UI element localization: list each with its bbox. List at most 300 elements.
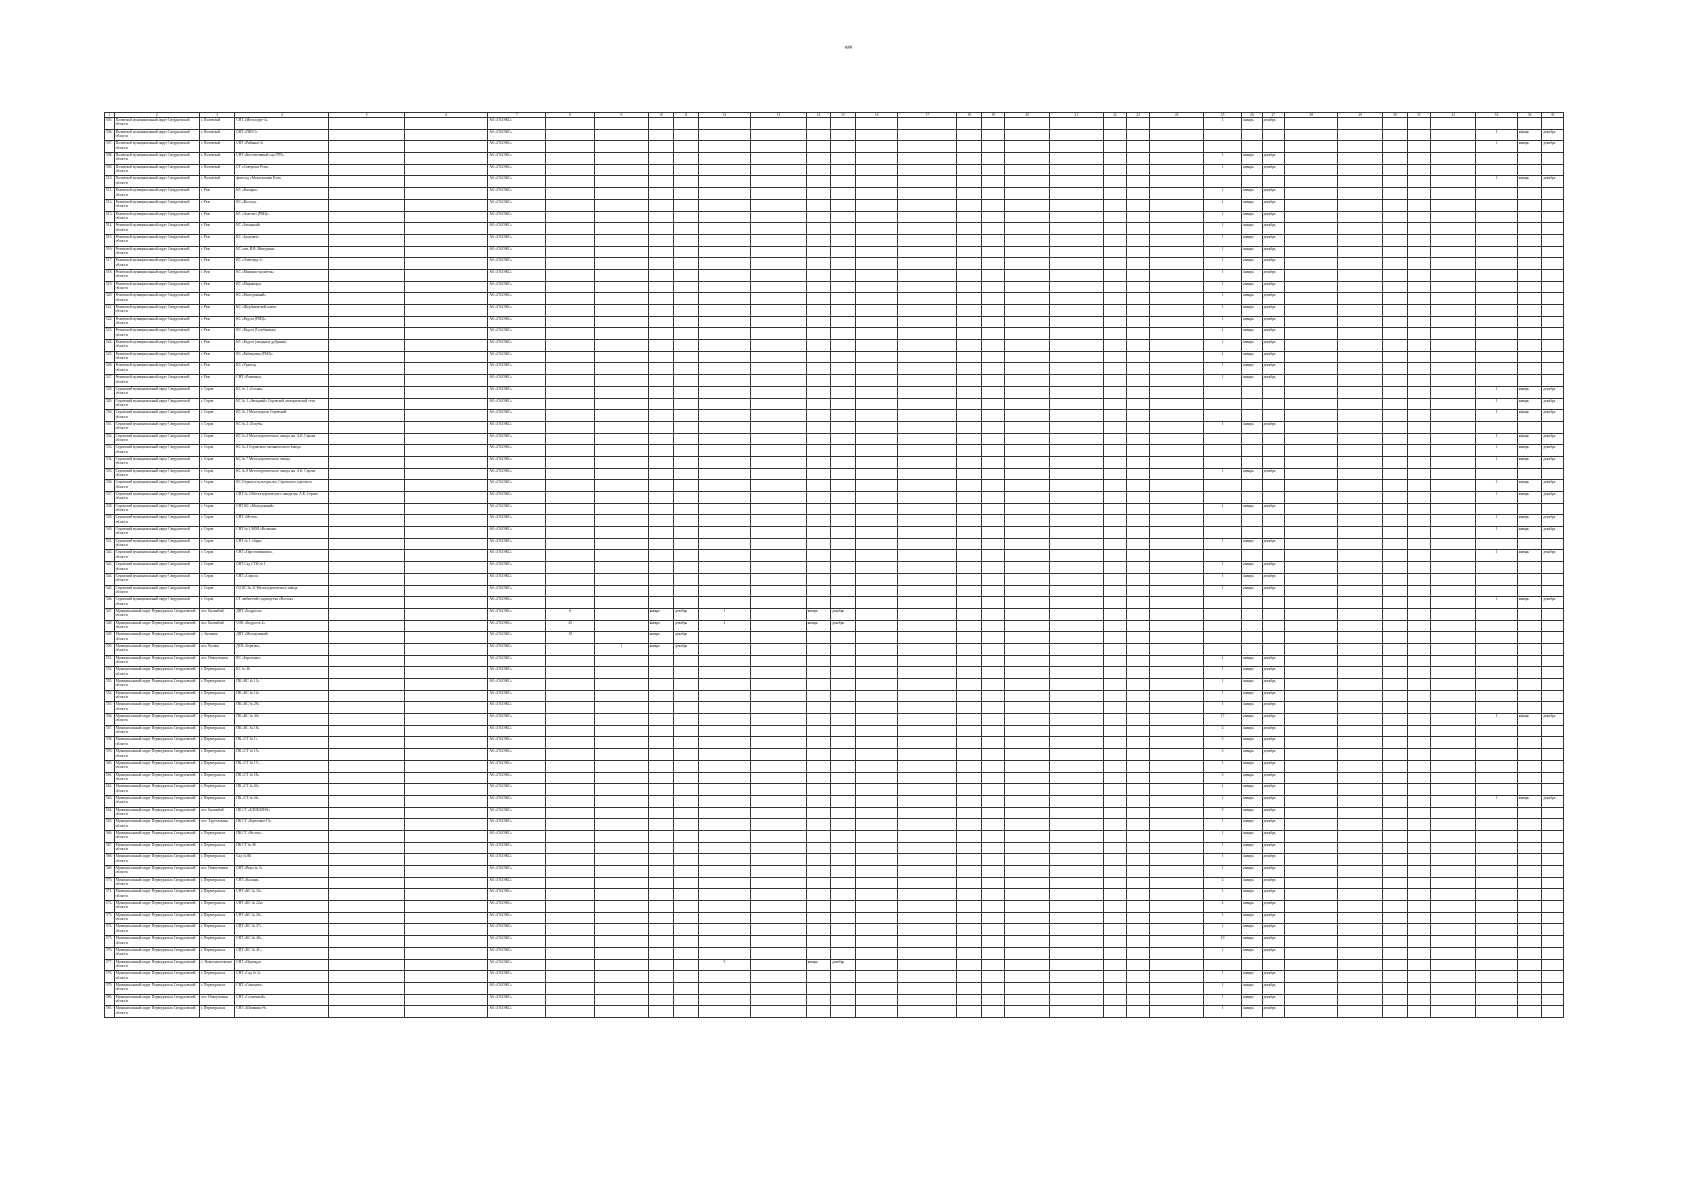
column-number: 7 [488, 113, 546, 118]
quantity-cell: 4 [1203, 901, 1241, 913]
table-cell [831, 737, 856, 749]
start-month-cell: январь [648, 620, 674, 632]
locality-cell: г. Первоуральск [200, 772, 235, 784]
table-cell [546, 386, 595, 398]
table-cell [831, 562, 856, 574]
table-cell [1517, 234, 1542, 246]
table-cell [1338, 901, 1383, 913]
table-cell [751, 515, 807, 527]
table-cell [1407, 351, 1430, 363]
table-cell [898, 901, 957, 913]
table-cell [806, 632, 831, 644]
table-cell [405, 258, 488, 270]
table-cell [1150, 351, 1203, 363]
table-cell [1103, 199, 1126, 211]
table-cell [1338, 702, 1383, 714]
row-number: 523. [105, 328, 115, 340]
table-cell [981, 807, 1004, 819]
object-name-cell: ДСК «Березка» [235, 643, 329, 655]
table-cell [1103, 176, 1126, 188]
table-cell [1150, 456, 1203, 468]
table-cell [595, 760, 648, 772]
table-cell [1407, 959, 1430, 971]
table-cell [1285, 199, 1338, 211]
table-cell [1383, 480, 1408, 492]
table-cell [1383, 363, 1408, 375]
table-cell [957, 901, 982, 913]
table-row [105, 375, 1564, 387]
start-month-cell: январь [806, 959, 831, 971]
end-month-cell: декабрь [831, 959, 856, 971]
table-cell [1431, 936, 1476, 948]
locality-cell: г. Серов [200, 480, 235, 492]
table-cell [674, 246, 699, 258]
table-cell [957, 877, 982, 889]
table-cell [1431, 714, 1476, 726]
table-row [105, 269, 1564, 281]
table-cell [1103, 632, 1126, 644]
table-cell [957, 912, 982, 924]
table-cell [329, 714, 405, 726]
quantity-cell: 1 [1476, 129, 1518, 141]
table-cell [1103, 866, 1126, 878]
object-name-cell: КС № 1 Металлургов Серовский [235, 410, 329, 422]
table-cell [329, 912, 405, 924]
table-cell [1542, 164, 1564, 176]
table-cell [648, 281, 674, 293]
table-cell [546, 176, 595, 188]
table-cell [1383, 842, 1408, 854]
table-cell [1383, 1006, 1408, 1018]
table-cell [1150, 386, 1203, 398]
table-cell [546, 421, 595, 433]
table-cell [1338, 620, 1383, 632]
quantity-cell: 2 [1203, 725, 1241, 737]
table-cell [1203, 386, 1241, 398]
table-cell [751, 866, 807, 878]
table-cell [751, 795, 807, 807]
table-cell [405, 281, 488, 293]
table-cell [855, 375, 898, 387]
locality-cell: г. Серов [200, 456, 235, 468]
table-cell [595, 830, 648, 842]
table-row [105, 538, 1564, 550]
table-cell [1542, 246, 1564, 258]
table-cell [1126, 223, 1149, 235]
table-cell [546, 597, 595, 609]
table-cell [1338, 912, 1383, 924]
table-cell [1407, 667, 1430, 679]
organization-cell: АО «ГАЗЭКС» [488, 819, 546, 831]
table-cell [1005, 550, 1050, 562]
table-cell [546, 199, 595, 211]
locality-cell: пос. Хрустальная [200, 819, 235, 831]
table-cell [648, 784, 674, 796]
table-cell [1476, 246, 1518, 258]
row-number: 575. [105, 936, 115, 948]
table-cell [1103, 819, 1126, 831]
table-cell [1542, 269, 1564, 281]
table-cell [1103, 293, 1126, 305]
end-month-cell: декабрь [674, 608, 699, 620]
table-row [105, 994, 1564, 1006]
row-number: 528. [105, 386, 115, 398]
quantity-cell: 1 [1203, 269, 1241, 281]
table-cell [957, 784, 982, 796]
table-cell [898, 410, 957, 422]
table-cell [1285, 269, 1338, 281]
table-cell [1476, 468, 1518, 480]
table-cell [674, 679, 699, 691]
table-cell [1338, 340, 1383, 352]
municipality-cell: Муниципальный округ Первоуральск Свердловской области [114, 866, 199, 878]
table-cell [1050, 936, 1103, 948]
table-cell [1383, 246, 1408, 258]
table-cell [957, 176, 982, 188]
table-cell [1126, 854, 1149, 866]
table-row [105, 340, 1564, 352]
table-cell [595, 959, 648, 971]
table-cell [957, 223, 982, 235]
table-cell [1126, 246, 1149, 258]
table-cell [981, 550, 1004, 562]
locality-cell: г. Реж [200, 223, 235, 235]
table-cell [831, 690, 856, 702]
table-cell [1431, 433, 1476, 445]
table-cell [751, 749, 807, 761]
table-cell [1103, 1006, 1126, 1018]
table-cell [674, 924, 699, 936]
table-cell [1050, 772, 1103, 784]
locality-cell: г. Полевской [200, 176, 235, 188]
start-month-cell: январь [1242, 760, 1262, 772]
organization-cell: АО «ГАЗЭКС» [488, 269, 546, 281]
table-cell [855, 760, 898, 772]
table-cell [674, 234, 699, 246]
table-cell [751, 445, 807, 457]
table-cell [831, 445, 856, 457]
table-cell [1103, 562, 1126, 574]
table-cell [898, 269, 957, 281]
table-cell [957, 538, 982, 550]
table-cell [1285, 772, 1338, 784]
end-month-cell: декабрь [1262, 211, 1284, 223]
table-cell [1050, 866, 1103, 878]
table-row [105, 363, 1564, 375]
table-cell [1005, 655, 1050, 667]
table-cell [1285, 141, 1338, 153]
table-cell [674, 784, 699, 796]
table-cell [405, 503, 488, 515]
end-month-cell: декабрь [1262, 901, 1284, 913]
municipality-cell: Серовский муниципальный округ Свердловской области [114, 445, 199, 457]
table-cell [1383, 912, 1408, 924]
organization-cell: АО «ГАЗЭКС» [488, 901, 546, 913]
table-cell [1103, 795, 1126, 807]
table-cell [1542, 632, 1564, 644]
column-number: 21 [1050, 113, 1103, 118]
table-cell [546, 550, 595, 562]
table-cell [1126, 784, 1149, 796]
table-cell [806, 527, 831, 539]
table-cell [831, 784, 856, 796]
table-cell [1262, 608, 1284, 620]
table-cell [981, 351, 1004, 363]
end-month-cell: декабрь [1262, 737, 1284, 749]
table-cell [981, 410, 1004, 422]
table-cell [546, 819, 595, 831]
table-cell [1005, 679, 1050, 691]
start-month-cell: январь [1242, 316, 1262, 328]
table-cell [1005, 772, 1050, 784]
locality-cell: с. Битимка [200, 632, 235, 644]
table-cell [1103, 690, 1126, 702]
table-cell [855, 889, 898, 901]
table-cell [1262, 141, 1284, 153]
object-name-cell: СНТ № 4 Металлургического завода им. А.К. Серова [235, 492, 329, 504]
table-cell [855, 456, 898, 468]
table-cell [648, 269, 674, 281]
table-cell [1383, 632, 1408, 644]
table-cell [1150, 164, 1203, 176]
table-row [105, 199, 1564, 211]
table-cell [698, 503, 750, 515]
table-cell [546, 690, 595, 702]
table-cell [831, 643, 856, 655]
table-cell [1407, 258, 1430, 270]
table-cell [698, 199, 750, 211]
end-month-cell: декабрь [1262, 877, 1284, 889]
table-cell [1285, 842, 1338, 854]
table-cell [898, 527, 957, 539]
municipality-cell: Муниципальный округ Первоуральск Свердловской области [114, 643, 199, 655]
table-cell [751, 971, 807, 983]
table-cell [405, 246, 488, 258]
table-cell [329, 702, 405, 714]
table-cell [674, 760, 699, 772]
table-cell [595, 281, 648, 293]
municipality-cell: Муниципальный округ Первоуральск Свердловской области [114, 784, 199, 796]
table-cell [957, 550, 982, 562]
table-cell [1517, 737, 1542, 749]
table-cell [831, 328, 856, 340]
table-cell [595, 679, 648, 691]
table-cell [806, 305, 831, 317]
start-month-cell: январь [1517, 480, 1542, 492]
table-cell [1150, 889, 1203, 901]
table-cell [1285, 480, 1338, 492]
table-cell [1542, 608, 1564, 620]
table-cell [1285, 328, 1338, 340]
table-cell [855, 129, 898, 141]
object-name-cell: КС № 7 Металлургического завода [235, 456, 329, 468]
table-cell [1242, 620, 1262, 632]
locality-cell: г. Первоуральск [200, 795, 235, 807]
table-cell [1542, 854, 1564, 866]
table-cell [405, 129, 488, 141]
quantity-cell: 1 [1203, 994, 1241, 1006]
municipality-cell: Режевской муниципальный округ Свердловской области [114, 316, 199, 328]
table-row [105, 316, 1564, 328]
municipality-cell: Полевской муниципальный округ Свердловской области [114, 164, 199, 176]
table-cell [698, 924, 750, 936]
table-cell [1542, 866, 1564, 878]
table-cell [898, 468, 957, 480]
object-name-cell: СНТ «Мечта» [235, 515, 329, 527]
table-cell [855, 176, 898, 188]
table-cell [898, 725, 957, 737]
table-cell [1338, 445, 1383, 457]
table-cell [1050, 959, 1103, 971]
table-cell [831, 947, 856, 959]
table-cell [329, 889, 405, 901]
table-cell [595, 433, 648, 445]
table-cell [855, 223, 898, 235]
table-cell [1103, 585, 1126, 597]
table-cell [898, 188, 957, 200]
table-cell [674, 947, 699, 959]
table-cell [831, 515, 856, 527]
table-cell [546, 643, 595, 655]
table-cell [1150, 176, 1203, 188]
start-month-cell: январь [1242, 585, 1262, 597]
end-month-cell: декабрь [1262, 667, 1284, 679]
table-cell [1407, 480, 1430, 492]
table-cell [405, 772, 488, 784]
start-month-cell: январь [1242, 468, 1262, 480]
table-cell [329, 679, 405, 691]
table-cell [1150, 632, 1203, 644]
table-cell [1150, 597, 1203, 609]
table-cell [1050, 714, 1103, 726]
table-cell [329, 410, 405, 422]
table-cell [855, 468, 898, 480]
row-number: 553. [105, 679, 115, 691]
table-cell [1338, 410, 1383, 422]
row-number: 537. [105, 492, 115, 504]
object-name-cell: СНТ «Рябинка-3» [235, 141, 329, 153]
table-cell [698, 328, 750, 340]
row-number: 561. [105, 772, 115, 784]
table-cell [1103, 725, 1126, 737]
table-cell [1407, 889, 1430, 901]
organization-cell: АО «ГАЗЭКС» [488, 141, 546, 153]
table-cell [595, 749, 648, 761]
table-cell [405, 784, 488, 796]
locality-cell: г. Реж [200, 199, 235, 211]
table-cell [1517, 959, 1542, 971]
table-cell [648, 468, 674, 480]
table-cell [751, 328, 807, 340]
table-cell [1005, 667, 1050, 679]
table-cell [898, 819, 957, 831]
table-cell [1542, 293, 1564, 305]
table-cell [698, 211, 750, 223]
table-cell [831, 118, 856, 130]
row-number: 506. [105, 129, 115, 141]
table-cell [957, 959, 982, 971]
start-month-cell: январь [1242, 562, 1262, 574]
table-cell [957, 211, 982, 223]
locality-cell: г. Реж [200, 328, 235, 340]
start-month-cell: январь [1242, 211, 1262, 223]
table-cell [405, 795, 488, 807]
table-cell [898, 351, 957, 363]
table-cell [1150, 830, 1203, 842]
table-cell [329, 398, 405, 410]
start-month-cell: январь [1517, 176, 1542, 188]
table-cell [1542, 994, 1564, 1006]
table-cell [1103, 258, 1126, 270]
table-cell [831, 246, 856, 258]
table-cell [855, 877, 898, 889]
table-cell [1407, 153, 1430, 165]
table-cell [329, 281, 405, 293]
end-month-cell: декабрь [1262, 912, 1284, 924]
table-cell [1338, 293, 1383, 305]
table-cell [1050, 351, 1103, 363]
table-cell [1542, 538, 1564, 550]
table-cell [405, 632, 488, 644]
table-cell [1103, 129, 1126, 141]
table-cell [1431, 749, 1476, 761]
table-cell [1126, 632, 1149, 644]
table-cell [674, 269, 699, 281]
table-cell [405, 538, 488, 550]
table-cell [981, 959, 1004, 971]
schedule-table [104, 112, 1564, 1018]
table-cell [1517, 375, 1542, 387]
table-cell [674, 492, 699, 504]
table-cell [898, 690, 957, 702]
table-row [105, 550, 1564, 562]
table-cell [329, 258, 405, 270]
table-cell [957, 597, 982, 609]
row-number: 522. [105, 316, 115, 328]
table-cell [855, 714, 898, 726]
table-cell [1126, 772, 1149, 784]
end-month-cell: декабрь [1262, 246, 1284, 258]
municipality-cell: Муниципальный округ Первоуральск Свердловской области [114, 994, 199, 1006]
table-cell [698, 153, 750, 165]
object-name-cell: КС «Электрод-1» [235, 258, 329, 270]
table-cell [751, 608, 807, 620]
table-cell [957, 725, 982, 737]
table-cell [595, 316, 648, 328]
table-cell [855, 982, 898, 994]
object-name-cell: КС № 1 «Сосны» [235, 386, 329, 398]
start-month-cell: январь [1242, 199, 1262, 211]
start-month-cell: январь [1242, 784, 1262, 796]
start-month-cell: январь [1242, 795, 1262, 807]
table-cell [1126, 702, 1149, 714]
table-cell [1476, 363, 1518, 375]
table-cell [1517, 316, 1542, 328]
table-cell [648, 550, 674, 562]
table-cell [674, 188, 699, 200]
table-cell [1383, 234, 1408, 246]
table-cell [1383, 456, 1408, 468]
table-cell [751, 375, 807, 387]
table-cell [806, 971, 831, 983]
table-cell [1050, 760, 1103, 772]
table-cell [698, 316, 750, 328]
column-number: 34 [1517, 113, 1542, 118]
table-row [105, 842, 1564, 854]
organization-cell: АО «ГАЗЭКС» [488, 573, 546, 585]
quantity-cell: 5 [698, 959, 750, 971]
municipality-cell: Режевской муниципальный округ Свердловской области [114, 199, 199, 211]
